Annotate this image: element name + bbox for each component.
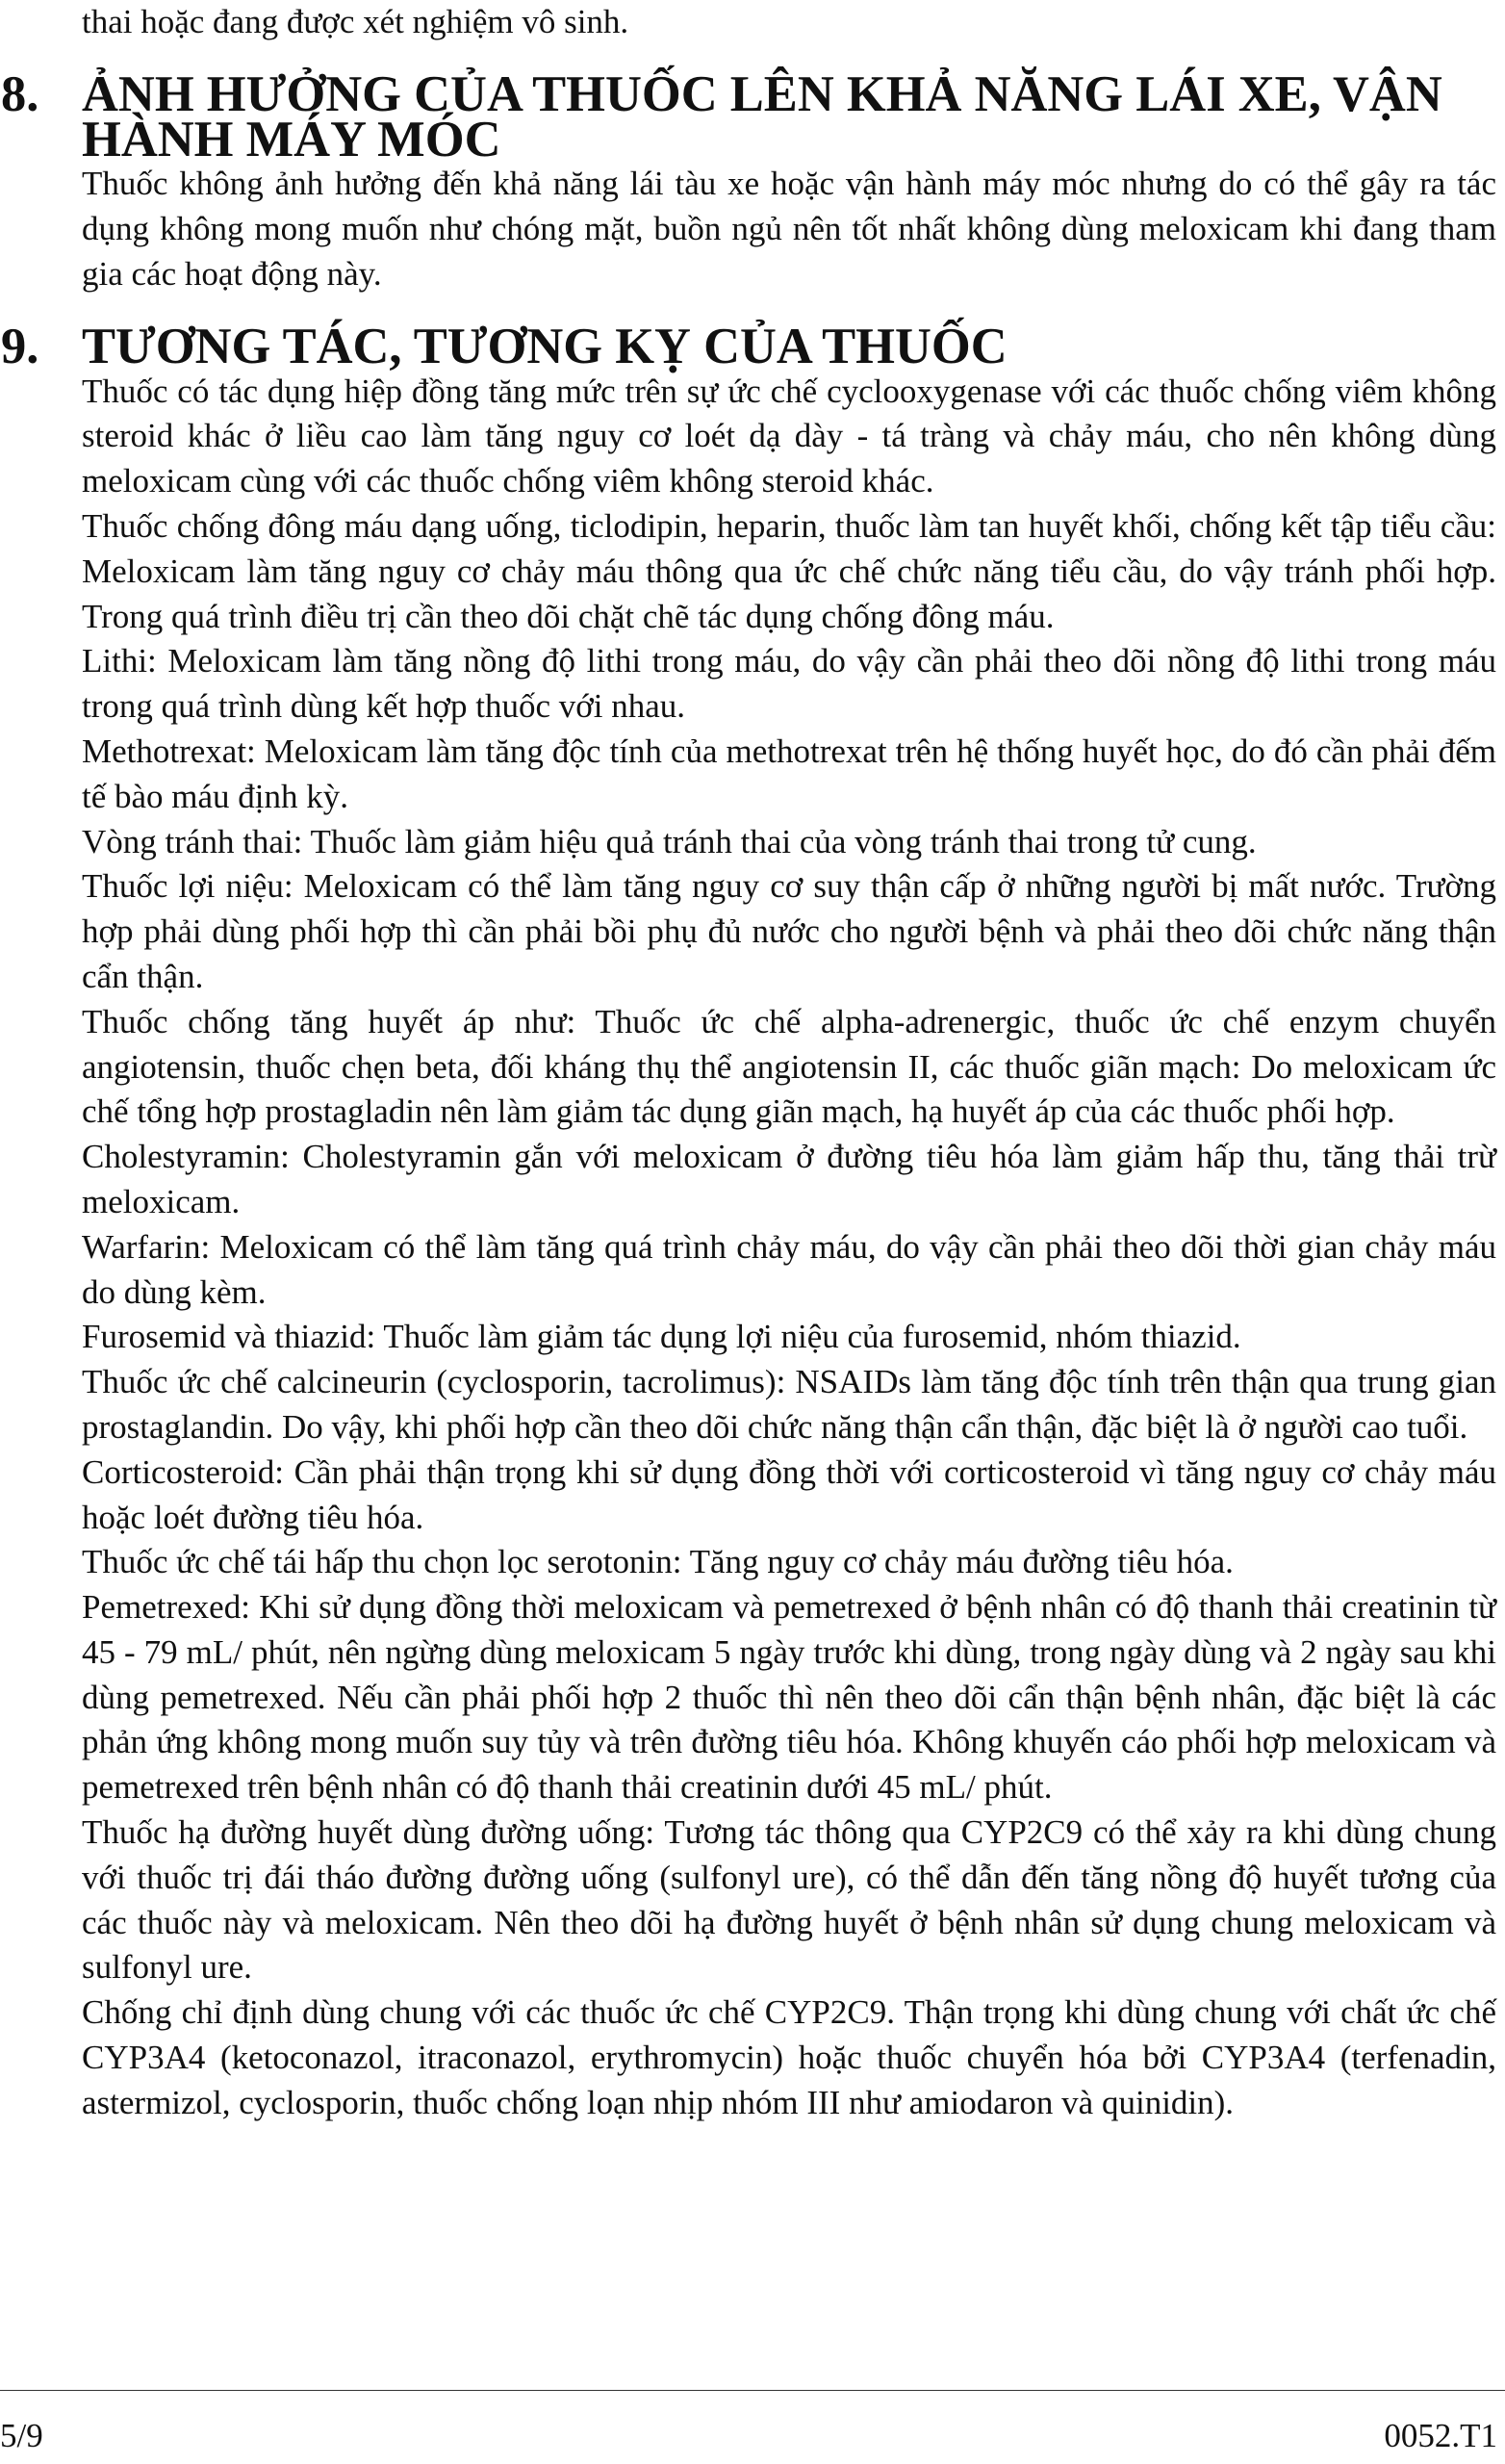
paragraph-corticosteroid: Corticosteroid: Cần phải thận trọng khi sử dụng đồng thời với corticosteroid vì tăng nguy cơ chảy máu hoặc loét đường tiêu hóa. [82,1452,1496,1536]
paragraph-oral-hypoglycemics: Thuốc hạ đường huyết dùng đường uống: Tương tác thông qua CYP2C9 có thể xảy ra khi dùng chung với thuốc trị đái tháo đường đường uống (sulfonyl ure), có thể dẫn đến tăng nồng độ huyết tương của các thuốc này và meloxicam. Nên theo dõi hạ đường huyết ở bệnh nhân sử dụng chung meloxicam và sulfonyl ure. [82,1813,1496,1987]
section-heading: 9. TƯƠNG TÁC, TƯƠNG KỴ CỦA THUỐC [1,318,1008,374]
paragraph-nsaid-interaction: Thuốc có tác dụng hiệp đồng tăng mức trên sự ức chế cyclooxygenase với các thuốc chống viêm không steroid khác ở liều cao làm tăng nguy cơ loét dạ dày - tá tràng và chảy máu, cho nên không dùng meloxicam cùng với các thuốc chống viêm không steroid khác. [82,372,1496,500]
section-title: ẢNH HƯỞNG CỦA THUỐC LÊN KHẢ NĂNG LÁI XE, VẬN HÀNH MÁY MÓC [82,65,1442,167]
paragraph-methotrexate: Methotrexat: Meloxicam làm tăng độc tính của methotrexat trên hệ thống huyết học, do đó cần phải đếm tế bào máu định kỳ. [82,732,1496,815]
paragraph-cyp-inhibitors: Chống chỉ định dùng chung với các thuốc ức chế CYP2C9. Thận trọng khi dùng chung với chất ức chế CYP3A4 (ketoconazol, itraconazol, erythromycin) hoặc thuốc chuyển hóa bởi CYP3A4 (terfenadin, astermizol, cyclosporin, thuốc chống loạn nhịp nhóm III như amiodaron và quinidin). [82,1993,1496,2121]
footer-divider [0,2390,1505,2391]
page-number: 5/9 [0,2417,43,2454]
document-code: 0052.T1 [1384,2417,1497,2454]
paragraph-furosemide: Furosemid và thiazid: Thuốc làm giảm tác dụng lợi niệu của furosemid, nhóm thiazid. [82,1318,1241,1356]
paragraph-cholestyramine: Cholestyramin: Cholestyramin gắn với meloxicam ở đường tiêu hóa làm giảm hấp thu, tăng thải trừ meloxicam. [82,1138,1496,1220]
section-heading: 8. ẢNH HƯỞNG CỦA THUỐC LÊN KHẢ NĂNG LÁI XE, VẬN HÀNH MÁY MÓC [82,72,1496,163]
paragraph-ssri: Thuốc ức chế tái hấp thu chọn lọc serotonin: Tăng nguy cơ chảy máu đường tiêu hóa. [82,1543,1234,1581]
section-9 [1,318,1496,2126]
paragraph-anticoagulants: Thuốc chống đông máu dạng uống, ticlodipin, heparin, thuốc làm tan huyết khối, chống kết tập tiểu cầu: Meloxicam làm tăng nguy cơ chảy máu thông qua ức chế chức năng tiểu cầu, do vậy tránh phối hợp. Trong quá trình điều trị cần theo dõi chặt chẽ tác dụng chống đông máu. [82,506,1496,635]
section-title: TƯƠNG TÁC, TƯƠNG KỴ CỦA THUỐC [82,318,1008,374]
paragraph-calcineurin: Thuốc ức chế calcineurin (cyclosporin, tacrolimus): NSAIDs làm tăng độc tính trên thận qua trung gian prostaglandin. Do vậy, khi phối hợp cần theo dõi chức năng thận cẩn thận, đặc biệt là ở người cao tuổi. [82,1363,1496,1446]
section-8 [1,65,1496,297]
continued-text-line: thai hoặc đang được xét nghiệm vô sinh. [82,3,629,40]
paragraph-warfarin: Warfarin: Meloxicam có thể làm tăng quá trình chảy máu, do vậy cần phải theo dõi thời gian chảy máu do dùng kèm. [82,1227,1496,1311]
page-content [1,0,1496,2126]
paragraph-antihypertensives: Thuốc chống tăng huyết áp như: Thuốc ức chế alpha-adrenergic, thuốc ức chế enzym chuyển angiotensin, thuốc chẹn beta, đối kháng thụ thể angiotensin II, các thuốc giãn mạch: Do meloxicam ức chế tổng hợp prostagladin nên làm giảm tác dụng giãn mạch, hạ huyết áp của các thuốc phối hợp. [82,1002,1496,1131]
paragraph-lithium: Lithi: Meloxicam làm tăng nồng độ lithi trong máu, do vậy cần phải theo dõi nồng độ lithi trong máu trong quá trình dùng kết hợp thuốc với nhau. [82,642,1496,726]
paragraph-iud: Vòng tránh thai: Thuốc làm giảm hiệu quả tránh thai của vòng tránh thai trong tử cung. [82,822,1257,860]
paragraph: Thuốc không ảnh hưởng đến khả năng lái tàu xe hoặc vận hành máy móc nhưng do có thể gây ra tác dụng không mong muốn như chóng mặt, buồn ngủ nên tốt nhất không dùng meloxicam khi đang tham gia các hoạt động này. [82,165,1496,293]
paragraph-pemetrexed: Pemetrexed: Khi sử dụng đồng thời meloxicam và pemetrexed ở bệnh nhân có độ thanh thải creatinin từ 45 - 79 mL/ phút, nên ngừng dùng meloxicam 5 ngày trước khi dùng, trong ngày dùng và 2 ngày sau khi dùng pemetrexed. Nếu cần phải phối hợp 2 thuốc thì nên theo dõi cẩn thận bệnh nhân, đặc biệt là các phản ứng không mong muốn suy tủy và trên đường tiêu hóa. Không khuyến cáo phối hợp meloxicam và pemetrexed trên bệnh nhân có độ thanh thải creatinin dưới 45 mL/ phút. [82,1588,1496,1807]
paragraph-diuretics: Thuốc lợi niệu: Meloxicam có thể làm tăng nguy cơ suy thận cấp ở những người bị mất nước. Trường hợp phải dùng phối hợp thì cần phải bồi phụ đủ nước cho người bệnh và phải theo dõi chức năng thận cẩn thận. [82,867,1496,995]
